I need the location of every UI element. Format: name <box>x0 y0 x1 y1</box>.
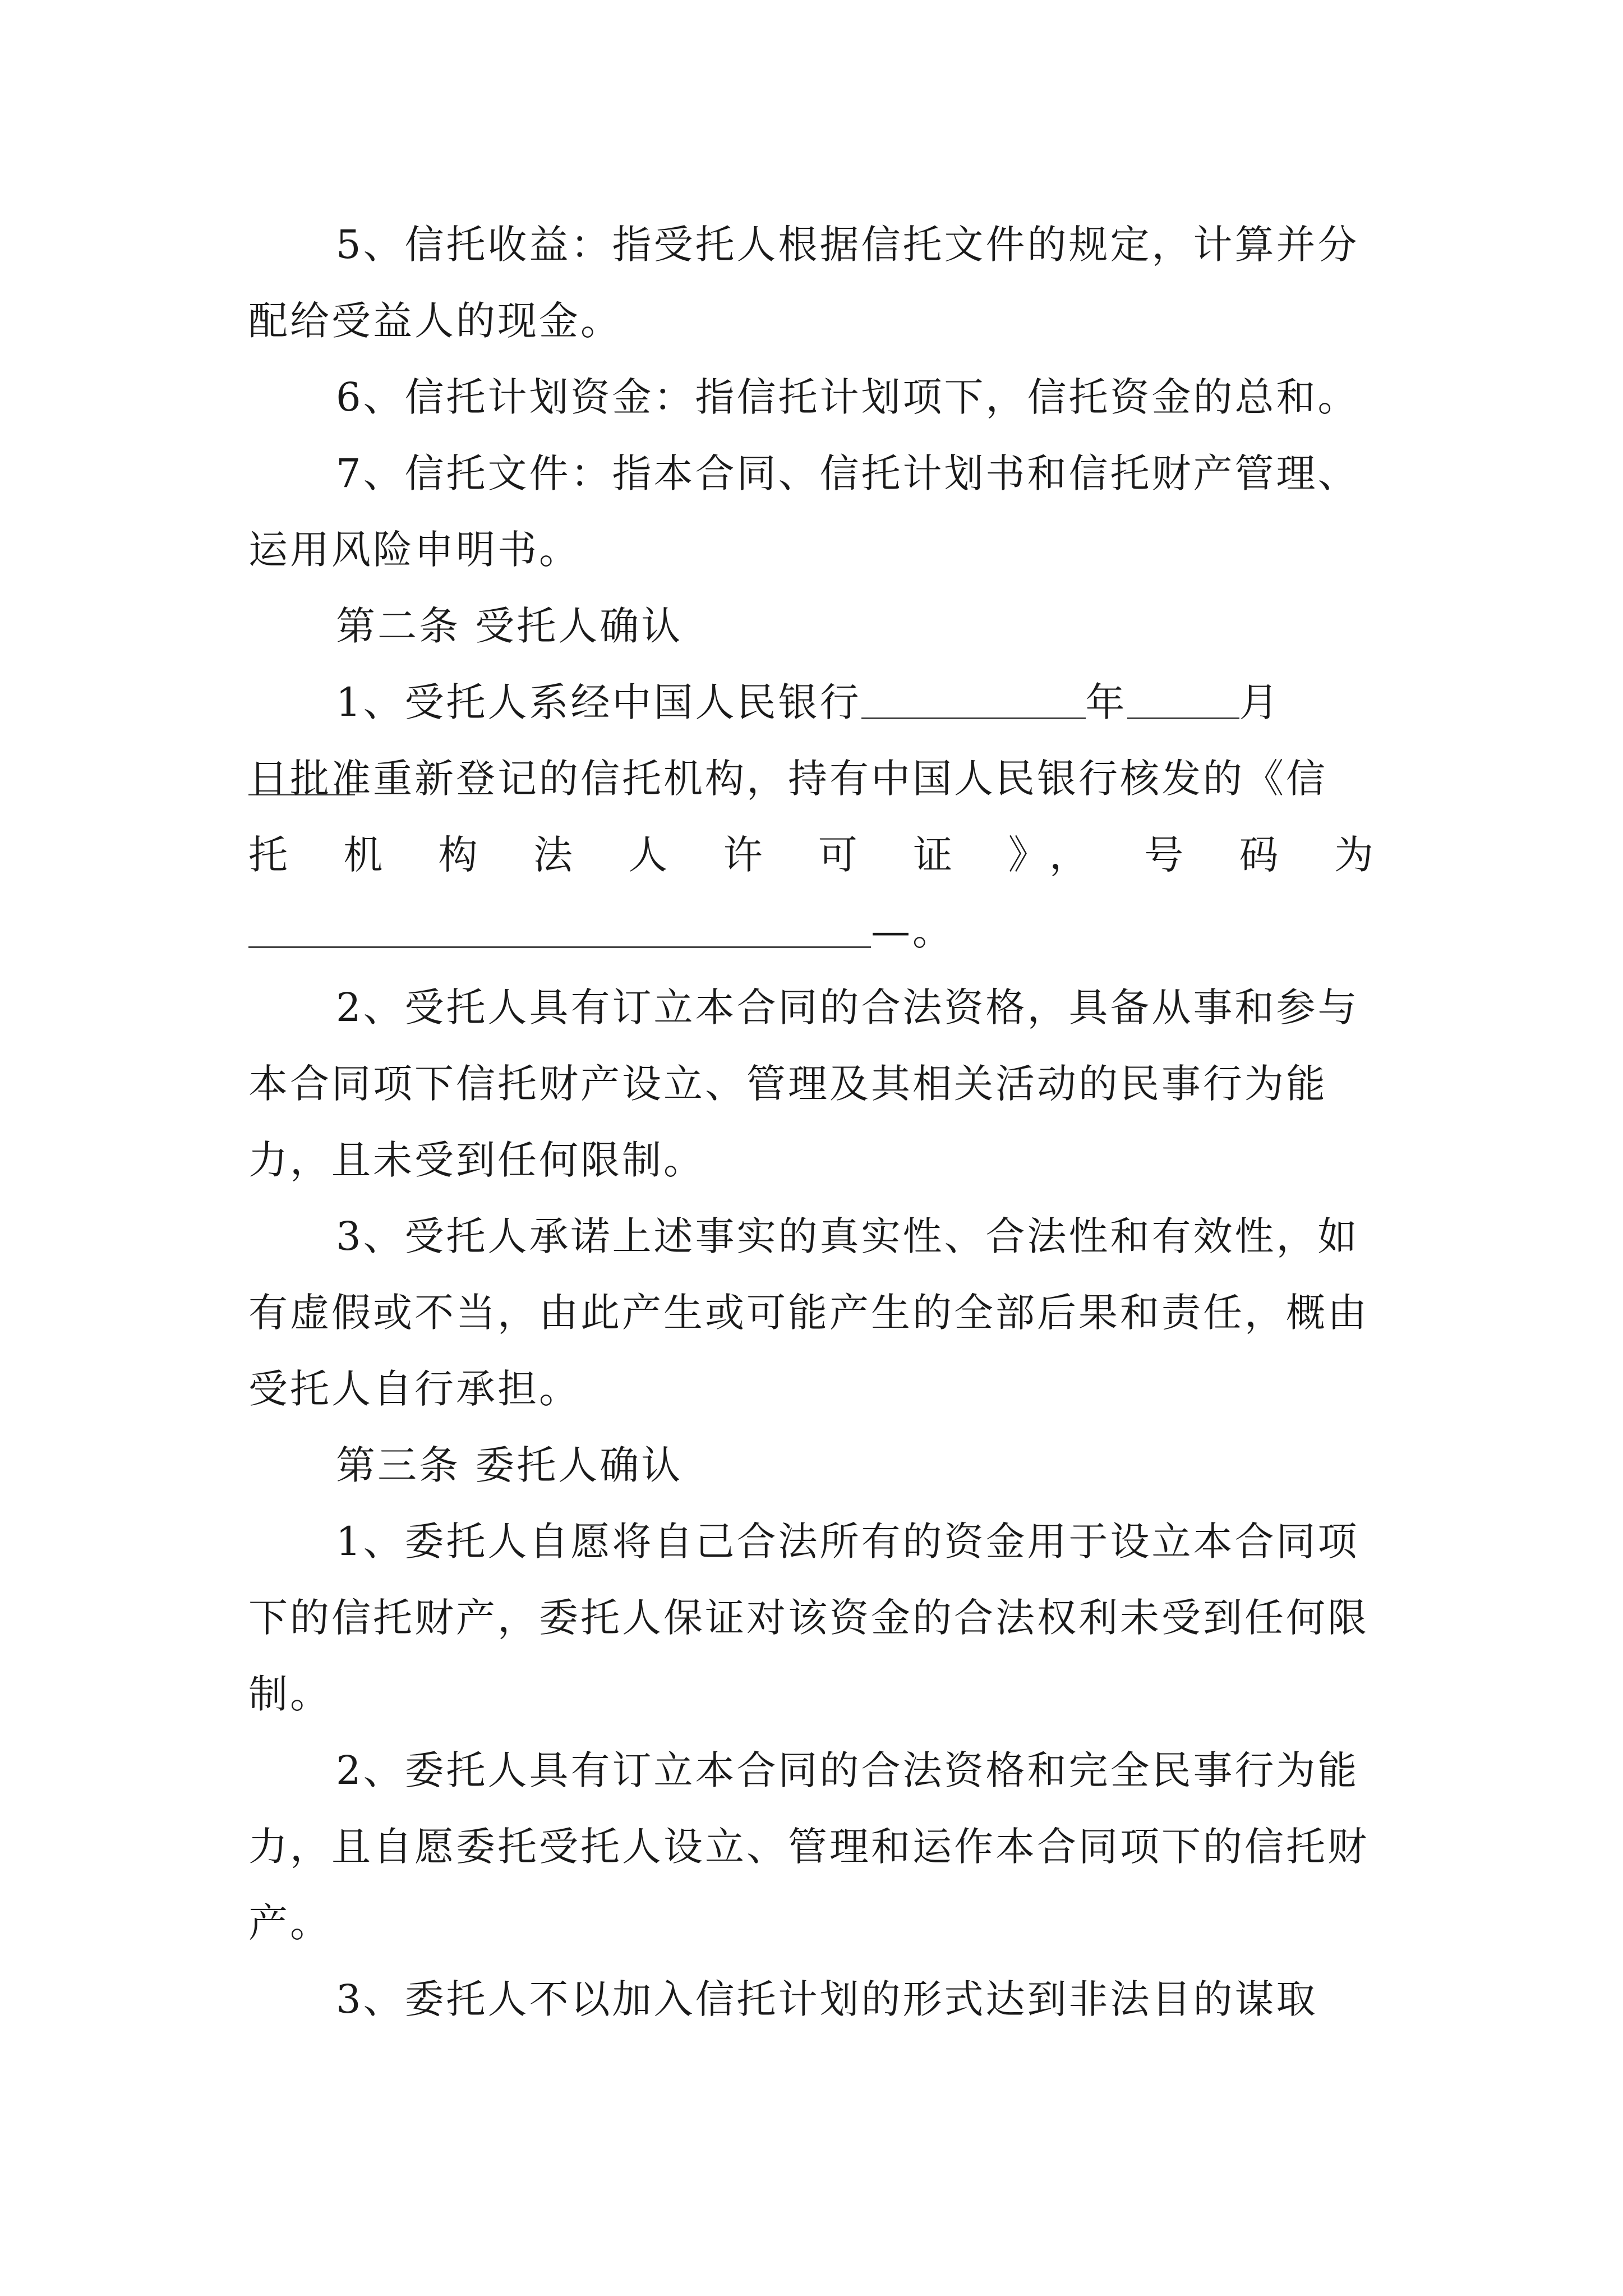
clause-6-trust-plan-funds: 6、信托计划资金：指信托计划项下，信托资金的总和。 <box>336 374 1359 420</box>
article-2-clause-1-line-2: 日批准重新登记的信托机构，持有中国人民银行核发的《信 <box>248 756 1327 802</box>
blank-year-field <box>1127 678 1239 719</box>
article-2-clause-2: 2、受托人具有订立本合同的合法资格，具备从事和参与本合同项下信托财产设立、管理及其相关活动的民事行为能力，且未受到任何限制。 <box>248 984 1359 1183</box>
art2-p1-end: —。 <box>871 908 954 954</box>
article-3-clause-3: 3、委托人不以加入信托计划的形式达到非法目的谋取 <box>336 1976 1318 2022</box>
art2-p1-year: 年 <box>1085 679 1127 725</box>
art2-p1-month: 月 <box>1239 679 1281 725</box>
article-2-clause-1-line-3: 托 机 构 法 人 许 可 证 》， 号 码 为 <box>248 832 1376 878</box>
blank-date-field <box>861 678 1086 719</box>
art2-p1-text-a: 1、受托人系经中国人民银行 <box>336 679 861 725</box>
clause-5-trust-income: 5、信托收益：指受托人根据信托文件的规定，计算并分配给受益人的现金。 <box>248 222 1359 344</box>
article-3-heading: 第三条 委托人确认 <box>336 1442 683 1488</box>
article-2-clause-3: 3、受托人承诺上述事实的真实性、合法性和有效性，如有虚假或不当，由此产生或可能产生的全部后果和责任，概由受托人自行承担。 <box>248 1213 1369 1412</box>
article-2-clause-1-line-4 <box>248 893 1376 969</box>
article-2-heading: 第二条 受托人确认 <box>336 603 683 649</box>
article-3-clause-1: 1、委托人自愿将自己合法所有的资金用于设立本合同项下的信托财产，委托人保证对该资金的合法权利未受到任何限制。 <box>248 1519 1369 1717</box>
blank-license-number-field <box>248 907 871 948</box>
clause-7-trust-documents: 7、信托文件：指本合同、信托计划书和信托财产管理、运用风险申明书。 <box>248 450 1359 573</box>
article-3-clause-2: 2、委托人具有订立本合同的合法资格和完全民事行为能力，且自愿委托受托人设立、管理和运作本合同项下的信托财产。 <box>248 1747 1369 1946</box>
